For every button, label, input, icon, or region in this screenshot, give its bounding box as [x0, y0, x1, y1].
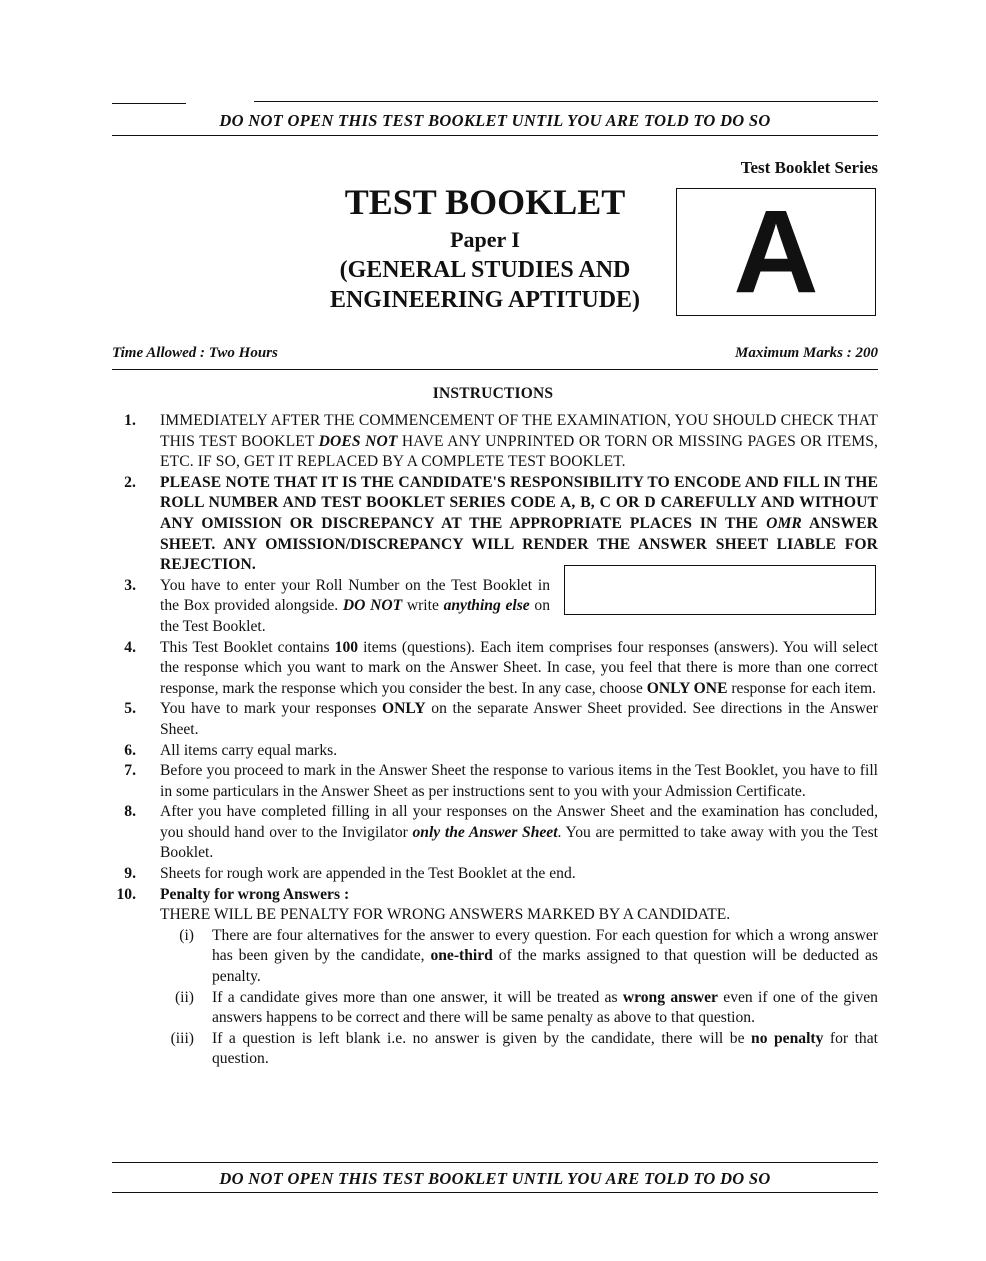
banner-rule: [112, 135, 878, 136]
title-block: [300, 180, 670, 315]
maximum-marks: Maximum Marks : 200: [735, 345, 878, 361]
penalty-rule-1: (i) There are four alternatives for the answer to every question. For each question for which a wrong answer has been given by the candidate, one-third of the marks assigned to that question will be deducted as penalty.: [179, 926, 878, 986]
instruction-7: 7. Before you proceed to mark in the Answer Sheet the response to various items in the Test Booklet, you have to fill in some particulars in the Answer Sheet as per instructions sent to you with your Admission Certificate.: [124, 762, 878, 800]
instruction-8: 8. After you have completed filling in all your responses on the Answer Sheet and the examination has concluded, you should hand over to the Invigilator only the Answer Sheet. You are permitted to take away with you the Test Booklet.: [124, 803, 878, 862]
penalty-intro: THERE WILL BE PENALTY FOR WRONG ANSWERS MARKED BY A CANDIDATE.: [160, 906, 731, 924]
roll-number-box[interactable]: [564, 565, 876, 615]
instruction-10: 10. Penalty for wrong Answers : THERE WILL BE PENALTY FOR WRONG ANSWERS MARKED BY A CANDIDATE. (i) There are four alternatives for the answer to every question. For each question for which a wrong answer has been given by the candidate, one-third of the marks assigned to that question will be deducted as penalty. (ii) If a candidate gives more than one answer, it will be treated as wrong answer even if one of the given answers happens to be correct and there will be same penalty as above to that question. (iii) If a question is left blank i.e. no answer is given by the candidate, there will be no penalty for that question.: [112, 885, 878, 1070]
instructions-heading: INSTRUCTIONS: [432, 385, 554, 402]
subtitle-line-2: ENGINEERING APTITUDE): [329, 287, 641, 313]
bottom-banner: DO NOT OPEN THIS TEST BOOKLET UNTIL YOU ARE TOLD TO DO SO: [219, 1169, 771, 1188]
penalty-heading: Penalty for wrong Answers :: [160, 885, 350, 903]
instruction-3: 3. You have to enter your Roll Number on the Test Booklet in the Box provided alongside. DO NOT write anything else on the Test Booklet.: [112, 576, 878, 638]
penalty-rule-2: (ii) If a candidate gives more than one answer, it will be treated as wrong answer even if one of the given answers happens to be correct and there will be same penalty as above to that question.: [174, 988, 878, 1027]
instruction-9: 9. Sheets for rough work are appended in the Test Booklet at the end.: [124, 865, 576, 883]
page-title: TEST BOOKLET: [344, 182, 626, 222]
top-banner: DO NOT OPEN THIS TEST BOOKLET UNTIL YOU ARE TOLD TO DO SO: [219, 111, 771, 130]
instruction-6: 6. All items carry equal marks.: [124, 741, 338, 759]
series-box: [676, 188, 876, 316]
instruction-2: 2. PLEASE NOTE THAT IT IS THE CANDIDATE'S RESPONSIBILITY TO ENCODE AND FILL IN THE ROLL NUMBER AND TEST BOOKLET SERIES CODE A, B, C OR D CAREFULLY AND WITHOUT ANY OMISSION OR DISCREPANCY AT THE APPROPRIATE PLACES IN THE OMR ANSWER SHEET. ANY OMISSION/DISCREPANCY WILL RENDER THE ANSWER SHEET LIABLE FOR REJECTION.: [124, 473, 878, 574]
meta-rule: [112, 369, 878, 370]
series-label: Test Booklet Series: [740, 158, 878, 177]
penalty-rule-3: (iii) If a question is left blank i.e. no answer is given by the candidate, there will be no penalty for that question.: [170, 1029, 878, 1068]
instructions-list: [112, 411, 878, 1070]
time-allowed: Time Allowed : Two Hours: [112, 345, 278, 361]
bottom-banner-top-rule: [112, 1162, 878, 1163]
series-code: A: [733, 186, 819, 318]
top-short-rule: [112, 103, 186, 104]
instruction-3-text: You have to enter your Roll Number on the Test Booklet in the Box provided alongside. DO NOT write anything else on the Test Booklet.: [160, 576, 550, 635]
instruction-4: 4. This Test Booklet contains 100 items (questions). Each item comprises four responses (answers). You will select the response which you want to mark on the Answer Sheet. In case, you feel that there is more than one correct response, mark the response which you consider the best. In any case, choose ONLY ONE response for each item.: [124, 638, 878, 697]
subtitle-line-1: (GENERAL STUDIES AND: [339, 257, 631, 283]
top-long-rule: [254, 101, 878, 102]
bottom-banner-bottom-rule: [112, 1192, 878, 1193]
instruction-1: 1. IMMEDIATELY AFTER THE COMMENCEMENT OF THE EXAMINATION, YOU SHOULD CHECK THAT THIS TEST BOOKLET DOES NOT HAVE ANY UNPRINTED OR TORN OR MISSING PAGES OR ITEMS, ETC. IF SO, GET IT REPLACED BY A COMPLETE TEST BOOKLET.: [124, 412, 878, 471]
paper-label: Paper I: [450, 227, 520, 252]
instruction-5: 5. You have to mark your responses ONLY on the separate Answer Sheet provided. See directions in the Answer Sheet.: [124, 700, 878, 738]
